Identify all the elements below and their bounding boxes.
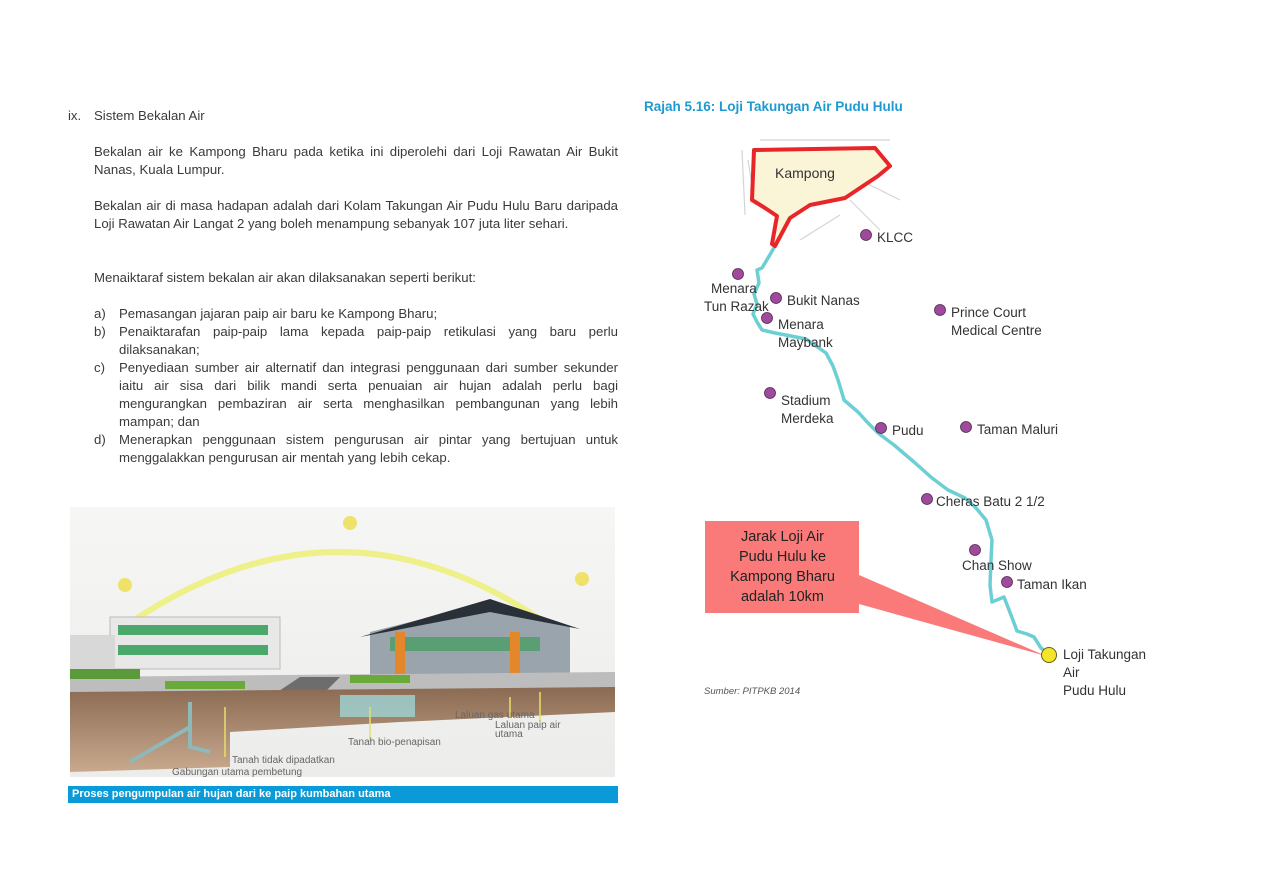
label-water-pipe: Laluan paip air: [495, 720, 561, 731]
figure-title: Rajah 5.16: Loji Takungan Air Pudu Hulu: [644, 99, 903, 114]
place-label-stadium-1: Stadium: [781, 393, 831, 408]
list-item: [94, 305, 618, 323]
callout-line: Pudu Hulu ke: [738, 549, 827, 565]
paragraph-current-supply: Bekalan air ke Kampong Bharu pada ketika ini diperolehi dari Loji Rawatan Air Bukit Nanas, Kuala Lumpur.: [94, 144, 618, 177]
kampong-label: Kampong: [775, 165, 835, 181]
plant-label-2: Air: [1063, 665, 1080, 680]
label-bio-filter-soil: Tanah bio-penapisan: [348, 737, 441, 748]
place-dot-cheras: [922, 494, 933, 505]
place-label-menara-maybank-1: Menara: [778, 317, 824, 332]
list-item: [94, 323, 618, 359]
place-label-cheras: Cheras Batu 2 1/2: [936, 494, 1045, 509]
illustration-caption: Proses pengumpulan air hujan dari ke paip kumbahan utama: [68, 786, 618, 803]
callout-line: Kampong Bharu: [730, 569, 835, 585]
label-gas-main: Laluan gas utama: [455, 710, 535, 721]
callout-line: Jarak Loji Air: [740, 529, 824, 545]
place-label-prince-court-1: Prince Court: [951, 305, 1027, 320]
place-dot-taman-maluri: [961, 422, 972, 433]
place-label-taman-maluri: Taman Maluri: [977, 422, 1059, 437]
place-dot-klcc: [861, 230, 872, 241]
place-dot-prince-court: [935, 305, 946, 316]
list-text: Pemasangan jajaran paip air baru ke Kampong Bharu;: [119, 306, 438, 321]
place-label-menara-tun-razak-1: Menara: [711, 281, 757, 296]
list-marker: d): [94, 432, 106, 447]
upgrade-list: [94, 305, 618, 467]
figure-source: Sumber: PITPKB 2014: [704, 686, 801, 697]
place-dot-taman-ikan: [1002, 577, 1013, 588]
place-label-stadium-2: Merdeka: [781, 411, 834, 426]
distance-callout: [706, 521, 859, 613]
place-label-pudu: Pudu: [892, 423, 924, 438]
pipeline-map: [640, 120, 1180, 720]
place-label-klcc: KLCC: [877, 230, 914, 245]
section-title: Sistem Bekalan Air: [94, 108, 205, 123]
list-text: Penaiktarafan paip-paip lama kepada paip-paip retikulasi yang baru perlu dilaksanakan;: [119, 324, 618, 357]
place-dot-menara-tun-razak: [733, 269, 744, 280]
plant-label-1: Loji Takungan: [1063, 647, 1147, 662]
place-dot-pudu: [876, 423, 887, 434]
place-dot-chan-show: [970, 545, 981, 556]
plant-dot-pudu-hulu: [1042, 648, 1057, 663]
label-water-pipe-2: utama: [495, 729, 523, 740]
plant-label-3: Pudu Hulu: [1063, 683, 1127, 698]
list-marker: c): [94, 360, 105, 375]
list-marker: a): [94, 306, 106, 321]
place-label-menara-tun-razak-2: Tun Razak: [704, 299, 769, 314]
place-dot-menara-maybank: [762, 313, 773, 324]
paragraph-upgrade-intro: Menaiktaraf sistem bekalan air akan dilaksanakan seperti berikut:: [94, 270, 476, 285]
place-label-prince-court-2: Medical Centre: [951, 323, 1042, 338]
list-text: Penyediaan sumber air alternatif dan integrasi penggunaan dari sumber sekunder iaitu air sisa dari bilik mandi serta penuaian air hujan adalah perlu bagi mengurangkan pembaziran air serta menghasilkan pembangunan yang lebih mampan; dan: [119, 360, 618, 429]
place-label-bukit-nanas: Bukit Nanas: [787, 293, 860, 308]
place-label-menara-maybank-2: Maybank: [778, 335, 833, 350]
place-label-taman-ikan: Taman Ikan: [1017, 577, 1087, 592]
list-item: [94, 359, 618, 431]
callout-line: adalah 10km: [740, 589, 825, 605]
place-label-chan-show: Chan Show: [962, 558, 1032, 573]
place-dot-bukit-nanas: [771, 293, 782, 304]
list-item: [94, 431, 618, 467]
paragraph-future-supply: Bekalan air di masa hadapan adalah dari Kolam Takungan Air Pudu Hulu Baru daripada Loji Rawatan Air Langat 2 yang boleh menampung sebanyak 107 juta liter sehari.: [94, 198, 618, 231]
rainwater-collection-illustration: [70, 507, 615, 777]
section-number: ix.: [68, 108, 82, 123]
list-marker: b): [94, 324, 106, 339]
place-dot-stadium-merdeka: [765, 388, 776, 399]
label-uncompacted-soil: Tanah tidak dipadatkan: [232, 755, 335, 766]
list-text: Menerapkan penggunaan sistem pengurusan air pintar yang bertujuan untuk menggalakkan pengurusan air mentah yang lebih cekap.: [119, 432, 618, 465]
label-sewer-junction: Gabungan utama pembetung: [172, 767, 303, 777]
